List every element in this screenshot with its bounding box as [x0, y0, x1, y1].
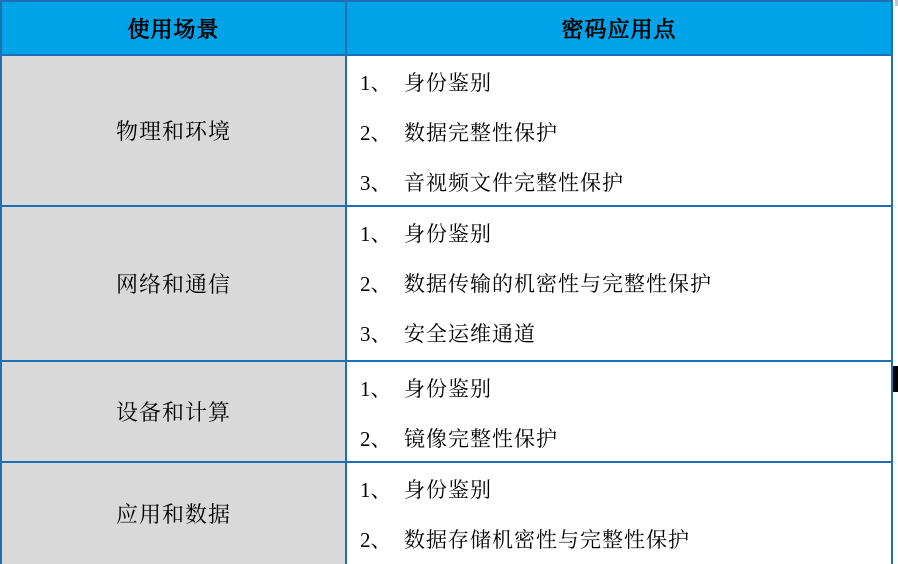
column-header-crypto-application-points: 密码应用点 — [347, 2, 891, 54]
item-number: 2、 — [360, 272, 392, 296]
item-text: 身份鉴别 — [404, 478, 492, 502]
item-text: 数据传输的机密性与完整性保护 — [404, 272, 712, 296]
item-number: 2、 — [360, 121, 392, 145]
application-item — [360, 413, 891, 461]
item-text: 身份鉴别 — [404, 71, 492, 95]
item-number: 1、 — [360, 377, 392, 401]
table-body — [2, 56, 891, 564]
item-number: 3、 — [360, 322, 392, 346]
applications-cell — [347, 56, 891, 205]
item-number: 3、 — [360, 171, 392, 195]
application-item — [360, 258, 891, 308]
table-header-row — [2, 2, 891, 56]
application-item — [360, 107, 891, 157]
table-row — [2, 207, 891, 362]
text-cursor — [893, 366, 898, 392]
item-text: 身份鉴别 — [404, 377, 492, 401]
item-text: 音视频文件完整性保护 — [404, 171, 624, 195]
table-row — [2, 463, 891, 564]
application-item — [360, 514, 891, 564]
item-text: 镜像完整性保护 — [404, 427, 558, 451]
scenario-cell — [2, 463, 347, 564]
item-text: 数据完整性保护 — [404, 121, 558, 145]
item-number: 1、 — [360, 478, 392, 502]
item-number: 1、 — [360, 222, 392, 246]
item-number: 2、 — [360, 427, 392, 451]
item-number: 1、 — [360, 71, 392, 95]
application-item — [360, 208, 891, 258]
application-item — [360, 157, 891, 205]
scenario-cell — [2, 56, 347, 205]
scenario-cell — [2, 362, 347, 461]
applications-cell — [347, 463, 891, 564]
scenario-label: 网络和通信 — [115, 272, 231, 297]
scenario-cell — [2, 207, 347, 360]
applications-cell — [347, 207, 891, 360]
item-number: 2、 — [360, 528, 392, 552]
application-item — [360, 464, 891, 514]
application-item — [360, 308, 891, 358]
item-text: 数据存储机密性与完整性保护 — [404, 528, 690, 552]
application-item — [360, 57, 891, 107]
scenario-label: 设备和计算 — [115, 400, 231, 425]
application-item — [360, 363, 891, 413]
item-text: 安全运维通道 — [404, 322, 536, 346]
scenario-label: 物理和环境 — [115, 119, 231, 144]
column-header-usage-scenario: 使用场景 — [2, 2, 347, 54]
item-text: 身份鉴别 — [404, 222, 492, 246]
table-row — [2, 56, 891, 207]
table-row — [2, 362, 891, 463]
applications-cell — [347, 362, 891, 461]
scenario-label: 应用和数据 — [115, 502, 231, 527]
